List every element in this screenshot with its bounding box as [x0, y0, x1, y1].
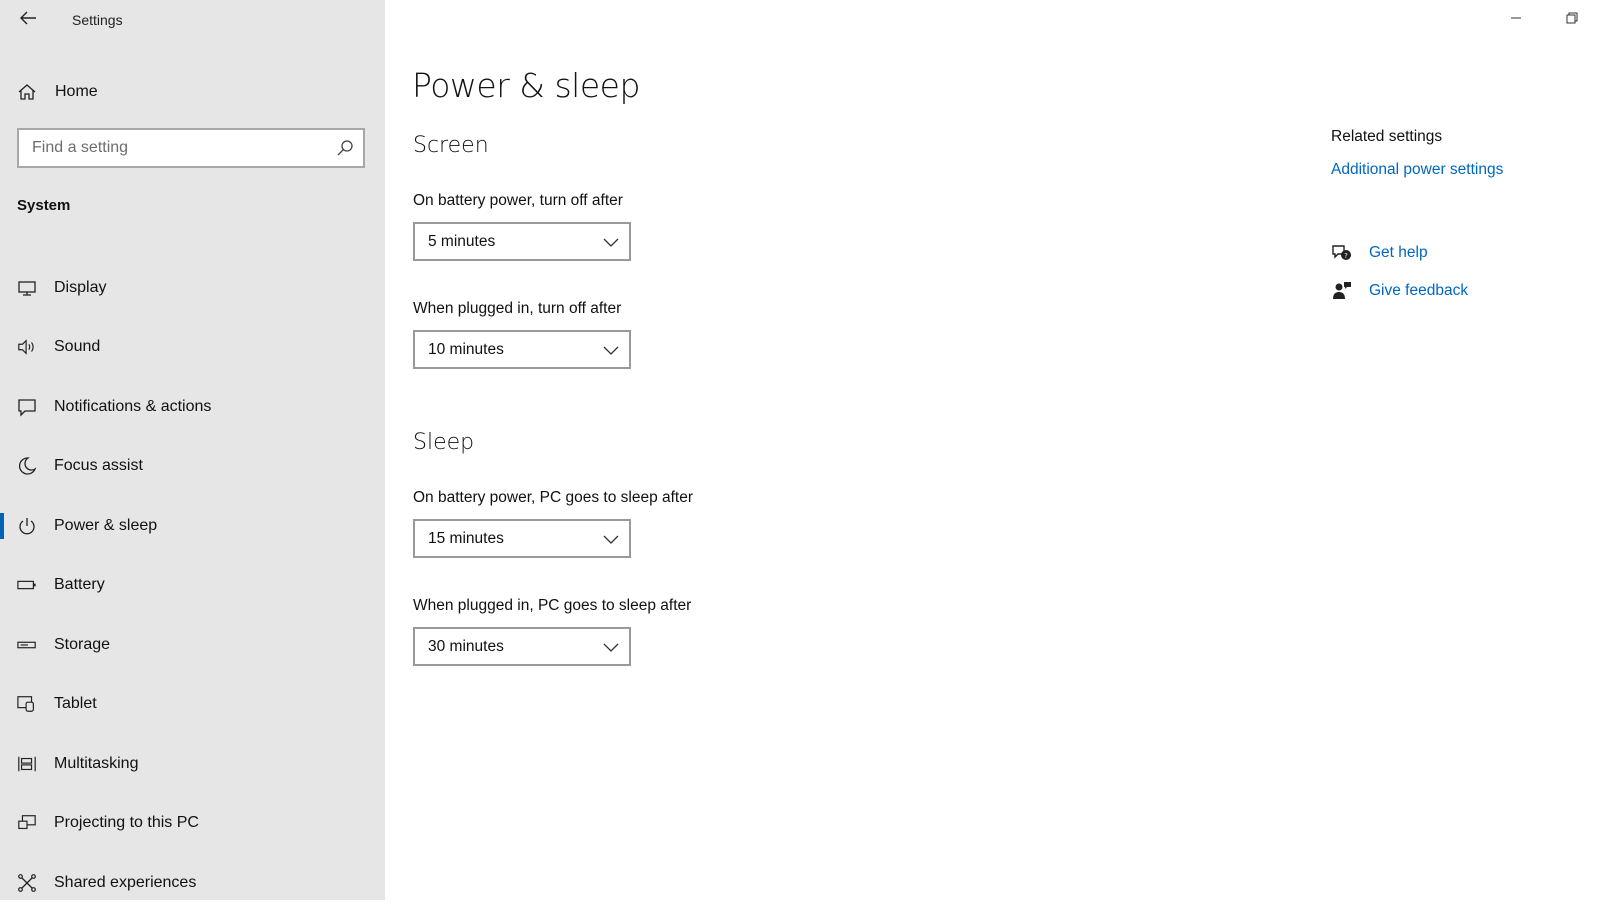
minimize-icon	[1510, 11, 1522, 29]
sidebar-item-label: Projecting to this PC	[54, 814, 199, 832]
svg-text:?: ?	[1344, 252, 1348, 260]
sound-icon	[17, 337, 37, 357]
dropdown-value: 30 minutes	[428, 637, 504, 655]
sleep-plugged-dropdown[interactable]	[413, 627, 631, 666]
get-help-link[interactable]	[1331, 242, 1428, 264]
screen-heading: Screen	[413, 133, 489, 158]
sidebar-item-display[interactable]	[0, 258, 385, 318]
sidebar-item-focus-assist[interactable]	[0, 437, 385, 497]
back-button[interactable]	[14, 8, 42, 32]
sleep-heading: Sleep	[413, 430, 475, 455]
sidebar-item-tablet[interactable]	[0, 675, 385, 735]
app-title: Settings	[72, 12, 123, 28]
related-settings-title: Related settings	[1331, 128, 1443, 145]
restore-button[interactable]	[1544, 0, 1600, 40]
sidebar-nav	[0, 258, 385, 913]
power-icon	[17, 516, 37, 536]
sidebar-item-label: Multitasking	[54, 754, 139, 772]
get-help-label: Get help	[1369, 244, 1428, 261]
chevron-down-icon	[603, 642, 619, 652]
search-input[interactable]	[19, 130, 327, 166]
sidebar-item-label: Battery	[54, 576, 105, 594]
moon-icon	[17, 456, 37, 476]
sidebar-item-label: Tablet	[54, 695, 97, 713]
search-box	[17, 128, 365, 168]
sleep-plugged-label: When plugged in, PC goes to sleep after	[413, 597, 692, 614]
minimize-button[interactable]	[1488, 0, 1544, 40]
display-icon	[17, 278, 37, 298]
section-title: System	[17, 197, 71, 214]
home-icon	[17, 82, 37, 102]
screen-plugged-label: When plugged in, turn off after	[413, 300, 622, 317]
sidebar-item-label: Focus assist	[54, 457, 143, 475]
screen-battery-dropdown[interactable]	[413, 222, 631, 261]
sidebar-item-notifications[interactable]	[0, 377, 385, 437]
sidebar-item-battery[interactable]	[0, 556, 385, 616]
sidebar-item-multitasking[interactable]	[0, 734, 385, 794]
additional-power-settings-link[interactable]: Additional power settings	[1331, 161, 1504, 178]
chevron-down-icon	[603, 237, 619, 247]
screen-battery-label: On battery power, turn off after	[413, 192, 623, 209]
sidebar-item-power-sleep[interactable]	[0, 496, 385, 556]
window-controls	[1488, 0, 1600, 40]
battery-icon	[17, 575, 37, 595]
sidebar-item-label: Sound	[54, 338, 101, 356]
sidebar-item-shared-experiences[interactable]	[0, 853, 385, 913]
dropdown-value: 5 minutes	[428, 232, 496, 250]
sidebar-item-sound[interactable]	[0, 318, 385, 378]
give-feedback-link[interactable]	[1331, 280, 1468, 302]
screen-plugged-dropdown[interactable]	[413, 330, 631, 369]
sidebar	[0, 0, 385, 900]
back-arrow-icon	[19, 10, 37, 31]
search-icon[interactable]	[327, 130, 363, 166]
sidebar-item-label: Storage	[54, 635, 111, 653]
chevron-down-icon	[603, 345, 619, 355]
get-help-icon	[1331, 242, 1353, 264]
multitasking-icon	[17, 754, 37, 774]
chevron-down-icon	[603, 534, 619, 544]
tablet-icon	[17, 694, 37, 714]
dropdown-value: 10 minutes	[428, 340, 504, 358]
storage-icon	[17, 635, 37, 655]
sidebar-item-storage[interactable]	[0, 615, 385, 675]
notifications-icon	[17, 397, 37, 417]
sidebar-item-label: Shared experiences	[54, 873, 197, 891]
sidebar-item-label: Notifications & actions	[54, 397, 212, 415]
sleep-battery-dropdown[interactable]	[413, 519, 631, 558]
page-title: Power & sleep	[412, 66, 640, 105]
dropdown-value: 15 minutes	[428, 529, 504, 547]
sidebar-item-home[interactable]	[0, 72, 385, 112]
sidebar-item-label: Home	[55, 83, 98, 100]
give-feedback-label: Give feedback	[1369, 282, 1469, 299]
sidebar-item-label: Power & sleep	[54, 516, 158, 534]
sidebar-item-projecting[interactable]	[0, 794, 385, 854]
give-feedback-icon	[1331, 280, 1353, 302]
sleep-battery-label: On battery power, PC goes to sleep after	[413, 489, 694, 506]
shared-icon	[17, 873, 37, 893]
sidebar-item-label: Display	[54, 278, 107, 296]
projecting-icon	[17, 813, 37, 833]
restore-icon	[1566, 11, 1578, 29]
